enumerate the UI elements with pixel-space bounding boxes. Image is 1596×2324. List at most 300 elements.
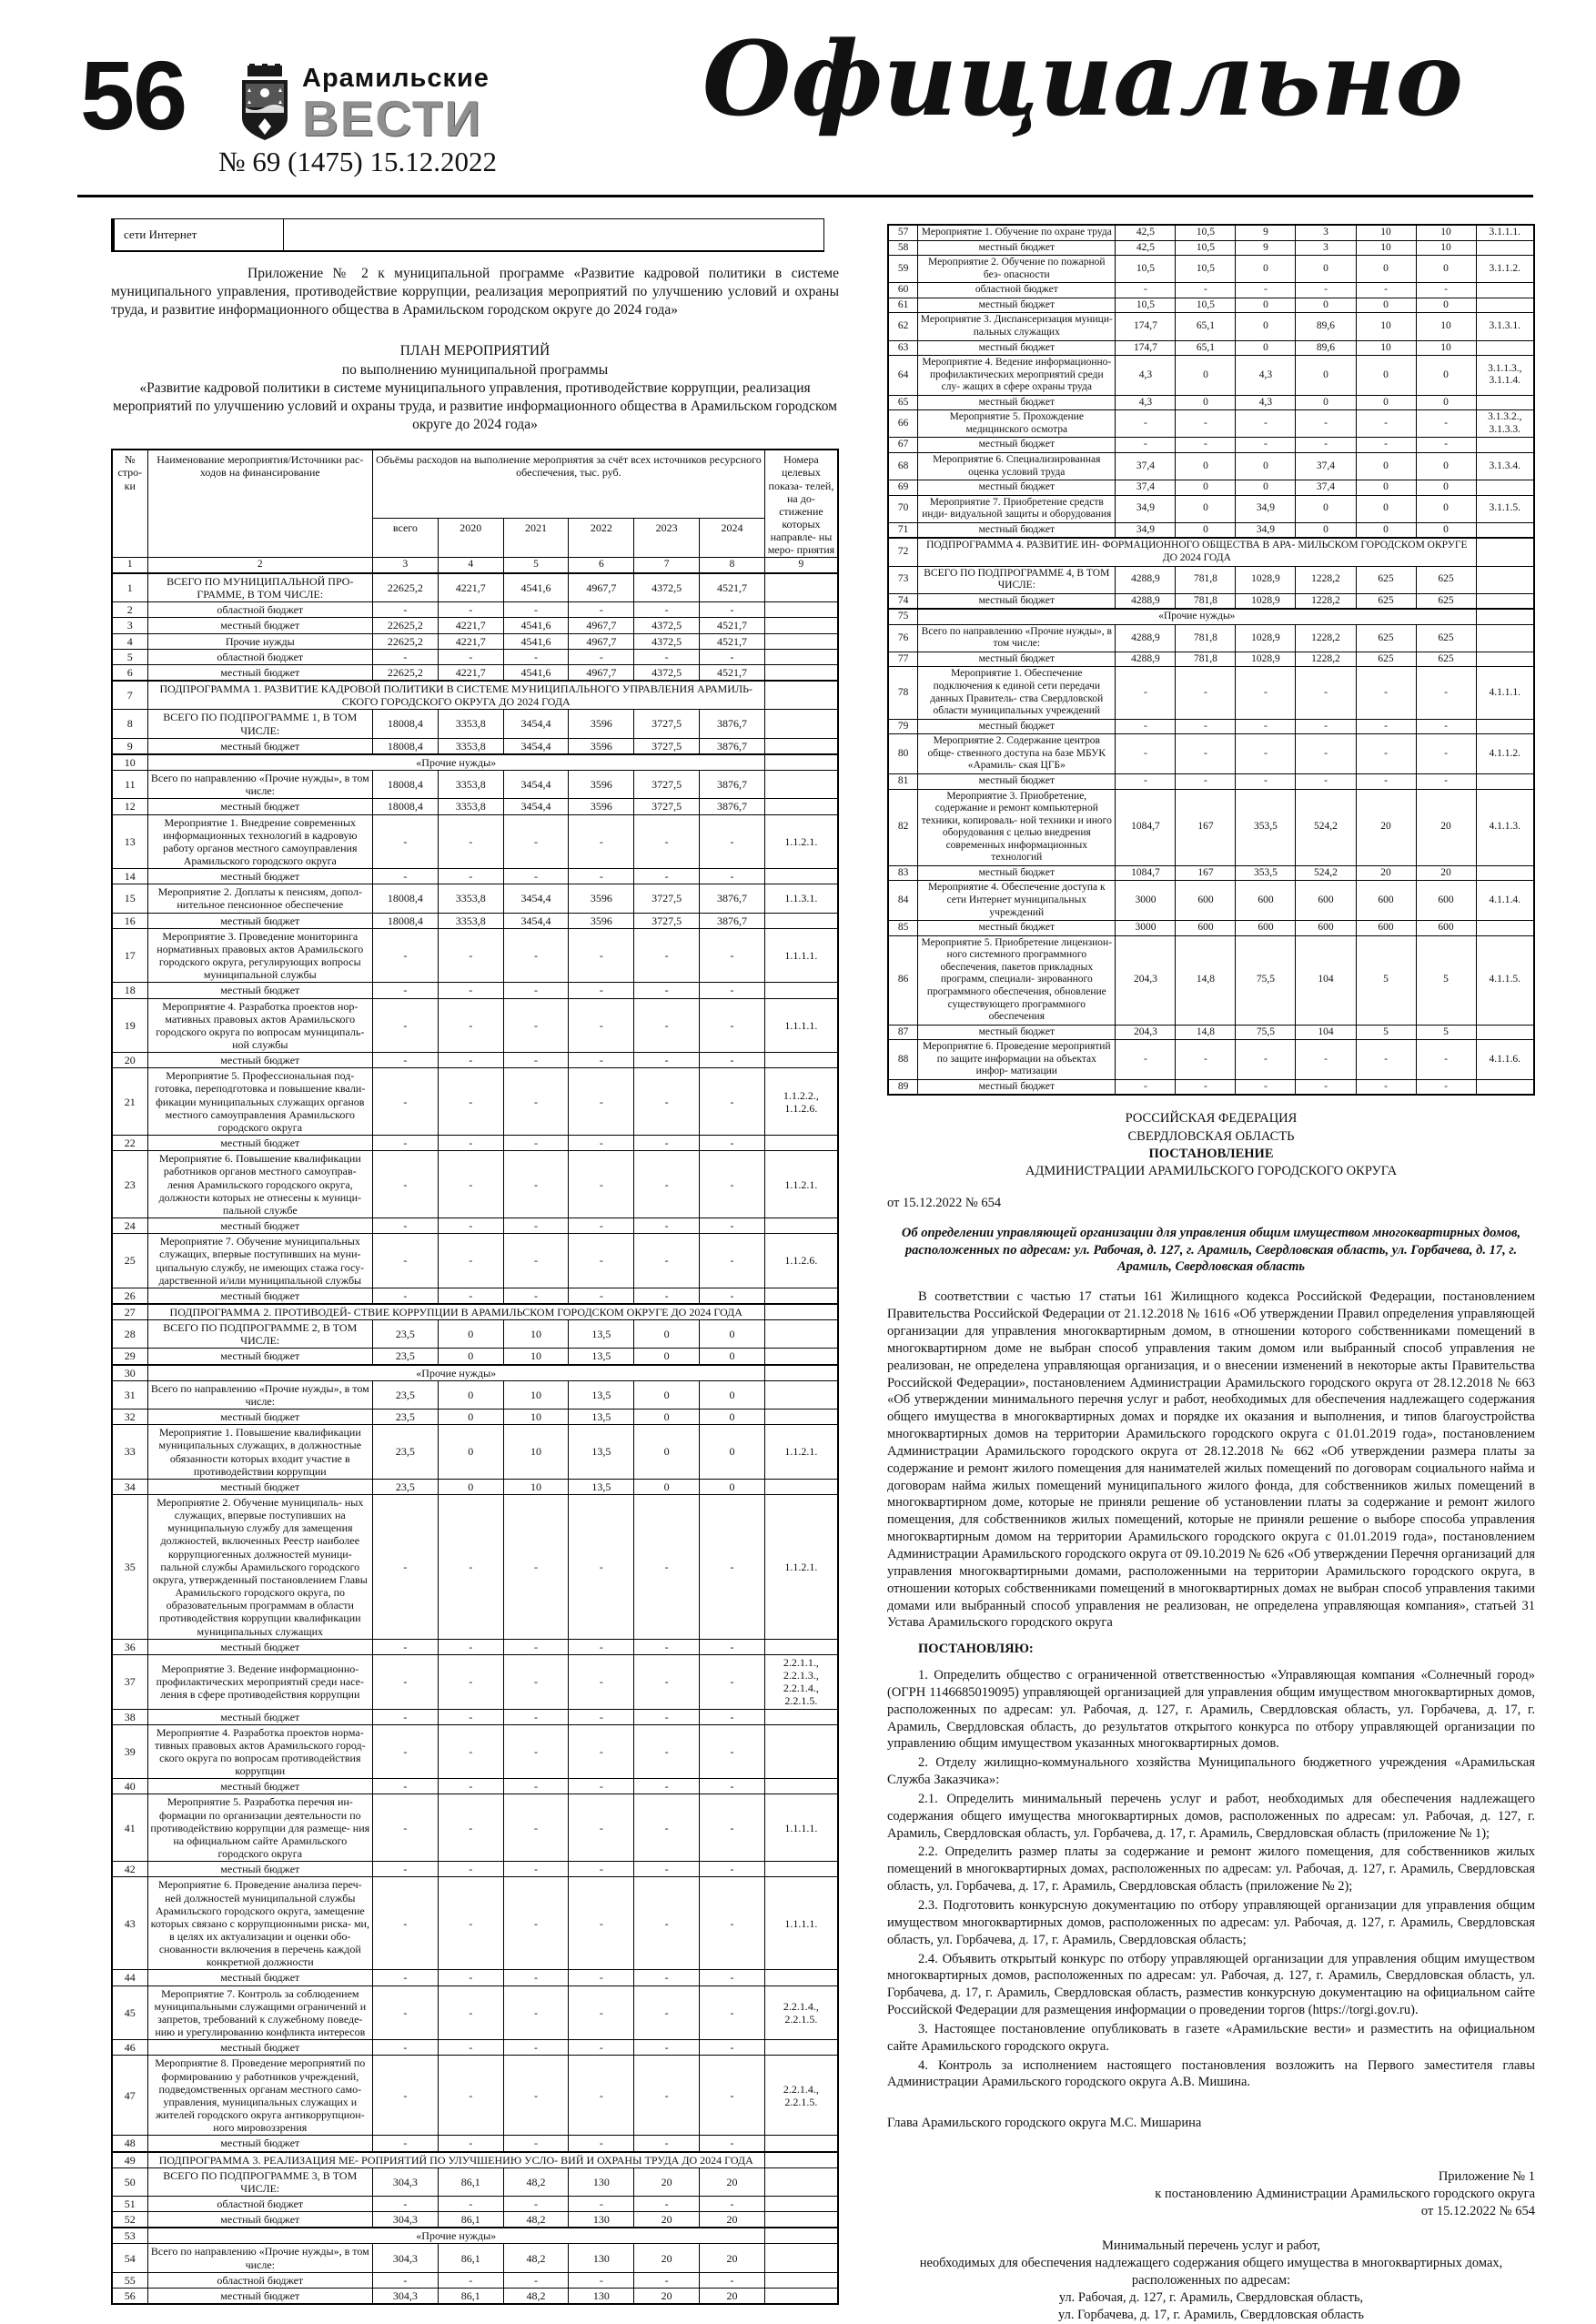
amount-cell: 0	[438, 1349, 503, 1365]
table-row	[112, 1380, 838, 1409]
amount-cell: 10	[1356, 225, 1416, 240]
amount-cell: 0	[1416, 522, 1476, 538]
amount-cell: 625	[1356, 624, 1416, 652]
activity-label-cell: ВСЕГО ПО ПОДПРОГРАММЕ 3, В ТОМ ЧИСЛЕ:	[147, 2167, 372, 2196]
amount-cell: -	[438, 1053, 503, 1068]
activity-label-cell: Мероприятие 6. Проведение мероприятий по защите информации на объектах инфор- матизации	[918, 1040, 1116, 1080]
index-cell: 1	[112, 558, 147, 573]
amount-cell: -	[569, 1970, 634, 1986]
row-number-cell: 76	[888, 624, 918, 652]
amount-cell: -	[569, 1495, 634, 1640]
row-number-cell: 70	[888, 495, 918, 522]
amount-cell: -	[372, 1779, 438, 1794]
amount-cell: -	[1356, 283, 1416, 298]
amount-cell: 37,4	[1116, 480, 1176, 496]
target-indicator-cell	[764, 2040, 838, 2056]
amount-cell: -	[1296, 410, 1356, 438]
amount-cell: -	[503, 1151, 569, 1218]
amount-cell: -	[503, 1234, 569, 1288]
amount-cell: -	[1236, 773, 1296, 789]
target-indicator-cell: 1.1.2.2., 1.1.2.6.	[764, 1068, 838, 1136]
amount-cell: -	[438, 1794, 503, 1862]
activity-label-cell: местный бюджет	[918, 298, 1116, 313]
table-row	[112, 2167, 838, 2196]
amount-cell: -	[438, 1654, 503, 1709]
amount-cell: -	[634, 1234, 700, 1288]
amount-cell: 10	[1416, 225, 1476, 240]
amount-cell: -	[503, 1495, 569, 1640]
amount-cell: 48,2	[503, 2212, 569, 2228]
plan-table-left	[111, 449, 839, 2305]
amount-cell: 3727,5	[634, 771, 700, 799]
table-row	[112, 1986, 838, 2040]
amount-cell: 0	[1356, 453, 1416, 480]
target-indicator-cell	[764, 1053, 838, 1068]
table-row	[112, 1794, 838, 1862]
amount-cell: 0	[1416, 495, 1476, 522]
amount-cell: 20	[634, 2167, 700, 2196]
amount-cell: 3727,5	[634, 913, 700, 928]
row-number-cell: 44	[112, 1970, 147, 1986]
amount-cell: -	[372, 1136, 438, 1151]
activity-label-cell: Мероприятие 4. Разработка проектов нор- мативных правовых актов Арамильского городского округа по вопросам муниципаль- ной службы	[147, 998, 372, 1053]
target-indicator-cell	[764, 1862, 838, 1877]
amount-cell: -	[700, 1709, 765, 1724]
amount-cell: -	[372, 1970, 438, 1986]
amount-cell: 0	[1176, 522, 1236, 538]
amount-cell: -	[372, 928, 438, 983]
row-number-cell: 40	[112, 1779, 147, 1794]
appendix-title	[887, 2238, 1535, 2324]
amount-cell: 0	[1236, 313, 1296, 340]
amount-cell: 3454,4	[503, 799, 569, 814]
amount-cell: 0	[438, 1320, 503, 1349]
amount-cell: -	[700, 1639, 765, 1654]
row-number-cell: 34	[112, 1479, 147, 1494]
amount-cell: -	[503, 1794, 569, 1862]
activity-label-cell: областной бюджет	[918, 283, 1116, 298]
amount-cell: -	[1416, 734, 1476, 774]
newspaper-logo	[302, 66, 490, 144]
amount-cell: 0	[634, 1425, 700, 1480]
appendix-title-line: ул. Горбачева, д. 17, г. Арамиль, Свердловская область	[887, 2307, 1535, 2324]
row-number-cell: 14	[112, 869, 147, 884]
amount-cell: 625	[1416, 566, 1476, 593]
table-row	[888, 480, 1534, 496]
amount-cell: 0	[1356, 256, 1416, 283]
amount-cell: 600	[1416, 921, 1476, 936]
section-label-cell: «Прочие нужды»	[147, 2228, 764, 2244]
activity-label-cell: Мероприятие 6. Проведение анализа переч- ней должностей муниципальной службы Арамильского городского округа, замещение которых связано с коррупционными риска- ми, в целях их актуализации и оценки обо- снованности включения в перечень каждой конкретной должности	[147, 1877, 372, 1970]
amount-cell: -	[1176, 1040, 1236, 1080]
amount-cell: -	[372, 1724, 438, 1779]
amount-cell: -	[634, 869, 700, 884]
target-indicator-cell	[764, 1304, 838, 1320]
row-number-cell: 60	[888, 283, 918, 298]
masthead	[0, 0, 1596, 193]
amount-cell: 600	[1236, 921, 1296, 936]
amount-cell: -	[1356, 734, 1416, 774]
coat-of-arms-icon	[238, 64, 291, 142]
amount-cell: -	[503, 602, 569, 618]
amount-cell: -	[1356, 1040, 1416, 1080]
target-indicator-cell	[1476, 538, 1534, 566]
table-row	[888, 298, 1534, 313]
amount-cell: -	[438, 869, 503, 884]
table-row	[888, 410, 1534, 438]
amount-cell: -	[372, 998, 438, 1053]
amount-cell: 0	[1356, 298, 1416, 313]
row-number-cell: 4	[112, 633, 147, 649]
amount-cell: -	[634, 1986, 700, 2040]
amount-cell: 1228,2	[1296, 624, 1356, 652]
row-number-cell: 25	[112, 1234, 147, 1288]
activity-label-cell: ВСЕГО ПО МУНИЦИПАЛЬНОЙ ПРО- ГРАММЕ, В ТОМ ЧИСЛЕ:	[147, 573, 372, 602]
target-indicator-cell: 1.1.1.1.	[764, 928, 838, 983]
amount-cell: 1028,9	[1236, 566, 1296, 593]
amount-cell: 14,8	[1176, 1025, 1236, 1040]
row-number-cell: 87	[888, 1025, 918, 1040]
amount-cell: 10	[1416, 313, 1476, 340]
amount-cell: -	[1416, 283, 1476, 298]
section-title: Официально	[637, 20, 1529, 139]
amount-cell: -	[372, 1218, 438, 1234]
activity-label-cell: местный бюджет	[147, 1349, 372, 1365]
target-indicator-cell	[764, 771, 838, 799]
activity-label-cell: местный бюджет	[147, 1288, 372, 1304]
table-row	[112, 884, 838, 913]
activity-label-cell: местный бюджет	[918, 340, 1116, 356]
appendix-title-line: Минимальный перечень услуг и работ,	[887, 2238, 1535, 2255]
amount-cell: 1028,9	[1236, 624, 1296, 652]
row-number-cell: 32	[112, 1410, 147, 1425]
table-row	[112, 754, 838, 771]
target-indicator-cell	[1476, 395, 1534, 410]
amount-cell: 4967,7	[569, 633, 634, 649]
amount-cell: 3876,7	[700, 771, 765, 799]
amount-cell: 3596	[569, 913, 634, 928]
table-row	[112, 1654, 838, 1709]
amount-cell: -	[1116, 1079, 1176, 1095]
table-row	[888, 935, 1534, 1025]
section-label-cell: ПОДПРОГРАММА 4. РАЗВИТИЕ ИН- ФОРМАЦИОННОГО ОБЩЕСТВА В АРА- МИЛЬСКОМ ГОРОДСКОМ ОКРУГЕ ДО 2024 ГОДА	[918, 538, 1476, 566]
amount-cell: 18008,4	[372, 771, 438, 799]
amount-cell: -	[1416, 1040, 1476, 1080]
amount-cell: 20	[700, 2167, 765, 2196]
amount-cell: -	[1116, 1040, 1176, 1080]
amount-cell: -	[1176, 719, 1236, 734]
table-row	[112, 1288, 838, 1304]
amount-cell: -	[1176, 734, 1236, 774]
amount-cell: -	[634, 649, 700, 664]
amount-cell: -	[438, 1234, 503, 1288]
amount-cell: -	[700, 1136, 765, 1151]
amount-cell: -	[503, 2136, 569, 2152]
index-cell: 4	[438, 558, 503, 573]
amount-cell: 104	[1296, 1025, 1356, 1040]
row-number-cell: 41	[112, 1794, 147, 1862]
row-number-cell: 73	[888, 566, 918, 593]
amount-cell: 20	[1356, 865, 1416, 881]
amount-cell: 0	[700, 1425, 765, 1480]
amount-cell: 13,5	[569, 1425, 634, 1480]
issue-number: № 69 (1475) 15.12.2022	[218, 146, 497, 178]
amount-cell: 625	[1356, 593, 1416, 609]
amount-cell: 13,5	[569, 1479, 634, 1494]
table-row	[888, 624, 1534, 652]
row-number-cell: 20	[112, 1053, 147, 1068]
decree-item: 2.2. Определить размер платы за содержание и ремонт жилого помещения, для собственников жилых помещений в многоквартирных домах, расположенных по адресам: ул. Рабочая, д. 127, г. Арамиль, Свердловская область, ул. Горбачева, д. 17, г. Арамиль, Свердловская область (приложение № 2);	[887, 1844, 1535, 1895]
amount-cell: 5	[1416, 935, 1476, 1025]
amount-cell: 524,2	[1296, 865, 1356, 881]
amount-cell: -	[1116, 283, 1176, 298]
row-number-cell: 27	[112, 1304, 147, 1320]
amount-cell: 0	[1296, 298, 1356, 313]
amount-cell: 75,5	[1236, 935, 1296, 1025]
amount-cell: -	[700, 1970, 765, 1986]
amount-cell: 65,1	[1176, 313, 1236, 340]
target-indicator-cell	[764, 710, 838, 738]
target-indicator-cell	[1476, 522, 1534, 538]
amount-cell: 4288,9	[1116, 652, 1176, 667]
amount-cell: 0	[700, 1410, 765, 1425]
amount-cell: 22625,2	[372, 633, 438, 649]
plan-title-block	[111, 342, 839, 434]
amount-cell: -	[634, 1136, 700, 1151]
target-indicator-cell: 2.2.1.1., 2.2.1.3., 2.2.1.4., 2.2.1.5.	[764, 1654, 838, 1709]
row-number-cell: 22	[112, 1136, 147, 1151]
amount-cell: -	[1116, 719, 1176, 734]
target-indicator-cell	[1476, 652, 1534, 667]
leftover-empty-cell	[284, 219, 824, 252]
amount-cell: -	[372, 1639, 438, 1654]
row-number-cell: 56	[112, 2288, 147, 2304]
target-indicator-cell	[1476, 609, 1534, 624]
decree-subject: Об определении управляющей организации для управления общим имуществом многоквартирных домов, расположенных по адресам: ул. Рабочая, д. 127, г. Арамиль, Свердловская область, ул. Горбачева, д. 17, г. Арамиль, Свердловская область	[887, 1225, 1535, 1277]
target-indicator-cell	[764, 913, 838, 928]
index-cell: 6	[569, 558, 634, 573]
row-number-cell: 52	[112, 2212, 147, 2228]
amount-cell: -	[372, 2272, 438, 2288]
amount-cell: 204,3	[1116, 935, 1176, 1025]
amount-cell: -	[634, 1709, 700, 1724]
activity-label-cell: местный бюджет	[147, 2136, 372, 2152]
amount-cell: -	[438, 2196, 503, 2211]
activity-label-cell: Мероприятие 5. Приобретение лицензион- ного системного программного обеспечения, пакетов прикладных программ, специали- зированного программного обеспечения, обновление существующего программного обеспечения	[918, 935, 1116, 1025]
amount-cell: 1228,2	[1296, 593, 1356, 609]
activity-label-cell: местный бюджет	[918, 438, 1116, 453]
target-indicator-cell	[764, 1479, 838, 1494]
amount-cell: 304,3	[372, 2167, 438, 2196]
amount-cell: -	[569, 1288, 634, 1304]
amount-cell: 4541,6	[503, 633, 569, 649]
amount-cell: 304,3	[372, 2212, 438, 2228]
row-number-cell: 11	[112, 771, 147, 799]
amount-cell: 3	[1296, 240, 1356, 256]
amount-cell: 130	[569, 2244, 634, 2272]
table-row	[112, 2040, 838, 2056]
decree-item: 3. Настоящее постановление опубликовать в газете «Арамильские вести» и разместить на официальном сайте Арамильского городского округа.	[887, 2021, 1535, 2056]
activity-label-cell: Мероприятие 1. Внедрение современных информационных технологий в кадровую работу органов местного самоуправления Арамильского городского округа	[147, 814, 372, 869]
activity-label-cell: Мероприятие 7. Приобретение средств инди- видуальной защиты и оборудования	[918, 495, 1116, 522]
activity-label-cell: местный бюджет	[147, 1479, 372, 1494]
amount-cell: 23,5	[372, 1320, 438, 1349]
amount-cell: 3876,7	[700, 799, 765, 814]
activity-label-cell: местный бюджет	[147, 1779, 372, 1794]
amount-cell: -	[634, 1068, 700, 1136]
appendix-title-line: необходимых для обеспечения надлежащего содержания общего имущества в многоквартирных домах, расположенных по адресам:	[887, 2255, 1535, 2289]
previous-page-table-fragment	[111, 218, 824, 252]
amount-cell: 0	[1356, 522, 1416, 538]
amount-cell: 0	[1416, 298, 1476, 313]
amount-cell: -	[700, 2196, 765, 2211]
amount-cell: -	[634, 1654, 700, 1709]
amount-cell: -	[634, 2272, 700, 2288]
amount-cell: 4521,7	[700, 618, 765, 633]
target-indicator-cell	[764, 1218, 838, 1234]
amount-cell: -	[1116, 667, 1176, 719]
activity-label-cell: местный бюджет	[918, 921, 1116, 936]
amount-cell: 10	[503, 1425, 569, 1480]
table-row	[888, 865, 1534, 881]
amount-cell: 23,5	[372, 1380, 438, 1409]
amount-cell: 20	[634, 2212, 700, 2228]
amount-cell: 625	[1356, 566, 1416, 593]
target-indicator-cell: 2.2.1.4., 2.2.1.5.	[764, 1986, 838, 2040]
row-number-cell: 38	[112, 1709, 147, 1724]
amount-cell: 4221,7	[438, 573, 503, 602]
table-row	[112, 602, 838, 618]
amount-cell: 304,3	[372, 2288, 438, 2304]
masthead-divider	[77, 195, 1533, 197]
activity-label-cell: местный бюджет	[147, 1410, 372, 1425]
activity-label-cell: местный бюджет	[147, 1970, 372, 1986]
row-number-cell: 58	[888, 240, 918, 256]
amount-cell: -	[438, 1724, 503, 1779]
target-indicator-cell	[764, 2288, 838, 2304]
amount-cell: 0	[1176, 453, 1236, 480]
row-number-cell: 51	[112, 2196, 147, 2211]
amount-cell: 86,1	[438, 2244, 503, 2272]
target-indicator-cell: 2.2.1.4., 2.2.1.5.	[764, 2056, 838, 2136]
amount-cell: -	[569, 1234, 634, 1288]
amount-cell: -	[1356, 719, 1416, 734]
amount-cell: -	[438, 2136, 503, 2152]
amount-cell: 37,4	[1296, 480, 1356, 496]
activity-label-cell: областной бюджет	[147, 2196, 372, 2211]
amount-cell: -	[569, 1877, 634, 1970]
amount-cell: 10	[1356, 313, 1416, 340]
target-indicator-cell	[764, 983, 838, 998]
row-number-cell: 48	[112, 2136, 147, 2152]
target-indicator-cell	[764, 2152, 838, 2168]
amount-cell: -	[1296, 1040, 1356, 1080]
amount-cell: -	[438, 1151, 503, 1218]
amount-cell: -	[1356, 410, 1416, 438]
amount-cell: -	[569, 1654, 634, 1709]
table-row	[888, 283, 1534, 298]
amount-cell: 3454,4	[503, 738, 569, 754]
amount-cell: -	[700, 2136, 765, 2152]
activity-label-cell: ВСЕГО ПО ПОДПРОГРАММЕ 2, В ТОМ ЧИСЛЕ:	[147, 1320, 372, 1349]
activity-label-cell: Мероприятие 4. Ведение информационно- профилактических мероприятий среди слу- жащих в сфере охраны труда	[918, 356, 1116, 396]
decree-document	[887, 1110, 1535, 2324]
row-number-cell: 43	[112, 1877, 147, 1970]
amount-cell: 65,1	[1176, 340, 1236, 356]
amount-cell: 0	[1236, 340, 1296, 356]
amount-cell: 104	[1296, 935, 1356, 1025]
table-row	[112, 1862, 838, 1877]
amount-cell: -	[372, 1986, 438, 2040]
target-indicator-cell	[764, 1380, 838, 1409]
decree-heading-line: СВЕРДЛОВСКАЯ ОБЛАСТЬ	[887, 1128, 1535, 1146]
amount-cell: 0	[1236, 480, 1296, 496]
target-indicator-cell: 4.1.1.1.	[1476, 667, 1534, 719]
amount-cell: -	[503, 1136, 569, 1151]
amount-cell: -	[569, 2056, 634, 2136]
target-indicator-cell: 3.1.3.4.	[1476, 453, 1534, 480]
table-row	[112, 1709, 838, 1724]
amount-cell: 3596	[569, 884, 634, 913]
amount-cell: 0	[634, 1380, 700, 1409]
amount-cell: 4,3	[1236, 356, 1296, 396]
activity-label-cell: местный бюджет	[918, 652, 1116, 667]
target-indicator-cell: 4.1.1.3.	[1476, 789, 1534, 865]
amount-cell: 1228,2	[1296, 652, 1356, 667]
target-indicator-cell	[764, 681, 838, 710]
row-number-cell: 21	[112, 1068, 147, 1136]
table-row	[888, 1040, 1534, 1080]
amount-cell: -	[1116, 438, 1176, 453]
appendix-title-line: ул. Рабочая, д. 127, г. Арамиль, Свердловская область,	[887, 2289, 1535, 2307]
amount-cell: -	[700, 2040, 765, 2056]
amount-cell: 0	[700, 1349, 765, 1365]
amount-cell: -	[503, 649, 569, 664]
row-number-cell: 46	[112, 2040, 147, 2056]
row-number-cell: 26	[112, 1288, 147, 1304]
target-indicator-cell: 1.1.1.1.	[764, 998, 838, 1053]
amount-cell: -	[372, 1288, 438, 1304]
amount-cell: 18008,4	[372, 884, 438, 913]
amount-cell: -	[700, 1288, 765, 1304]
row-number-cell: 18	[112, 983, 147, 998]
activity-label-cell: ВСЕГО ПО ПОДПРОГРАММЕ 4, В ТОМ ЧИСЛЕ:	[918, 566, 1116, 593]
target-indicator-cell	[764, 1779, 838, 1794]
amount-cell: -	[569, 1136, 634, 1151]
table-row	[888, 356, 1534, 396]
amount-cell: -	[438, 983, 503, 998]
target-indicator-cell: 4.1.1.4.	[1476, 881, 1534, 921]
table-row	[888, 566, 1534, 593]
table-row	[112, 1320, 838, 1349]
table-row	[112, 998, 838, 1053]
amount-cell: -	[1236, 438, 1296, 453]
target-indicator-cell	[1476, 283, 1534, 298]
amount-cell: -	[569, 1218, 634, 1234]
amount-cell: 9	[1236, 240, 1296, 256]
target-indicator-cell: 1.1.3.1.	[764, 884, 838, 913]
amount-cell: 3454,4	[503, 884, 569, 913]
target-indicator-cell	[764, 1724, 838, 1779]
amount-cell: -	[700, 1218, 765, 1234]
amount-cell: -	[372, 602, 438, 618]
amount-cell: -	[372, 1053, 438, 1068]
target-indicator-cell	[764, 2272, 838, 2288]
amount-cell: -	[1176, 283, 1236, 298]
amount-cell: 781,8	[1176, 566, 1236, 593]
table-row	[888, 1079, 1534, 1095]
amount-cell: 14,8	[1176, 935, 1236, 1025]
